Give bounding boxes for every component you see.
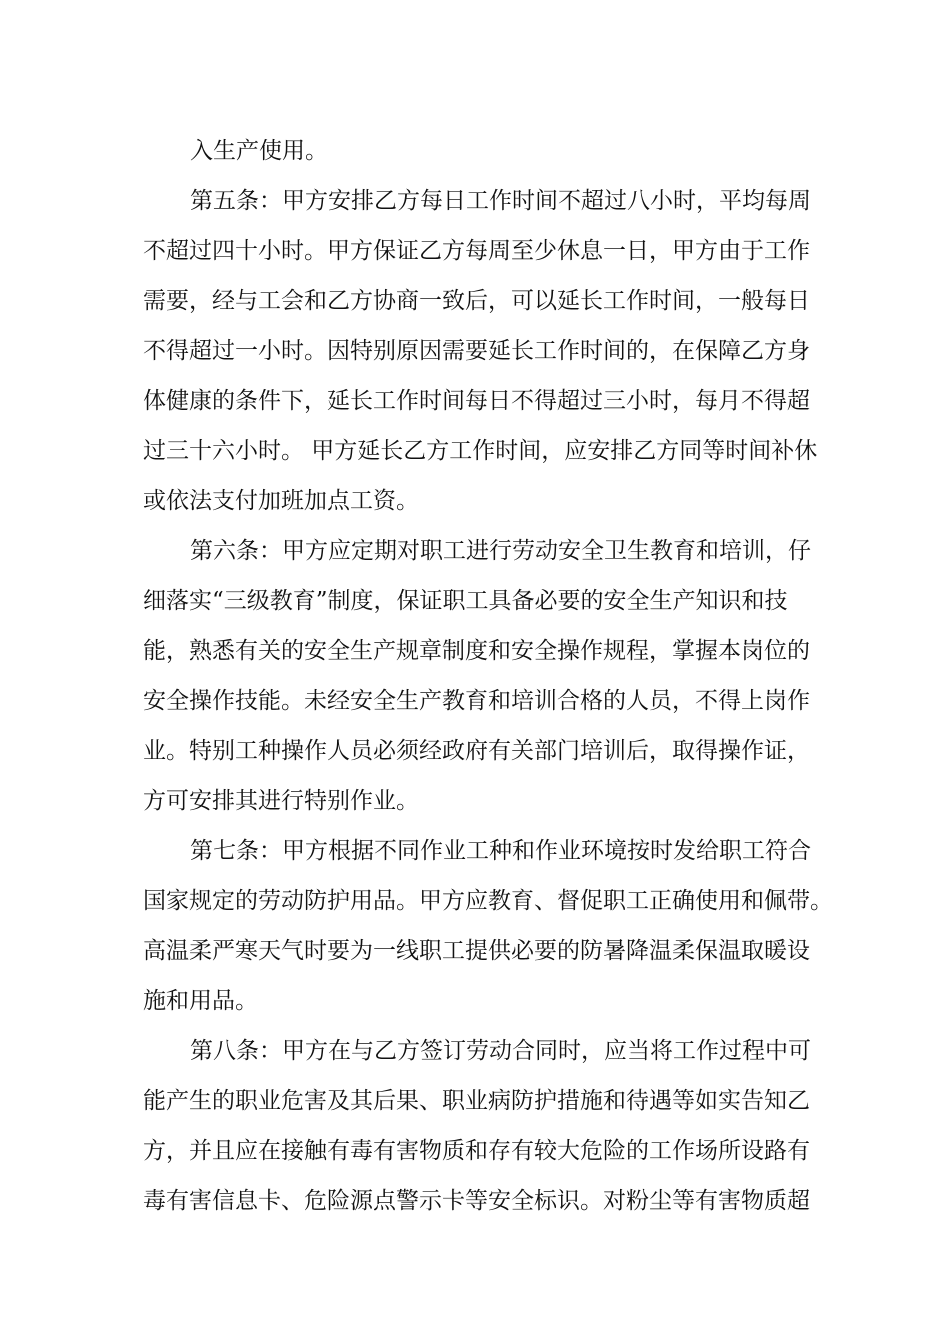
text-line: 不得超过一小时。因特别原因需要延长工作时间的，在保障乙方身	[143, 338, 810, 364]
text-line: 细落实“三级教育”制度，保证职工具备必要的安全生产知识和技	[143, 588, 788, 614]
text-line: 不超过四十小时。甲方保证乙方每周至少休息一日，甲方由于工作	[143, 238, 810, 264]
text-line: 国家规定的劳动防护用品。甲方应教育、督促职工正确使用和佩带。	[143, 888, 833, 914]
text-line: 需要，经与工会和乙方协商一致后，可以延长工作时间，一般每日	[143, 288, 810, 314]
text-line: 施和用品。	[143, 988, 258, 1014]
text-line: 体健康的条件下，延长工作时间每日不得超过三小时，每月不得超	[143, 388, 810, 414]
text-line: 方，并且应在接触有毒有害物质和存有较大危险的工作场所设路有	[143, 1138, 810, 1164]
article-heading-line: 第七条：甲方根据不同作业工种和作业环境按时发给职工符合	[190, 838, 811, 864]
text-line: 入生产使用。	[190, 138, 328, 164]
text-line: 过三十六小时。 甲方延长乙方工作时间，应安排乙方同等时间补休	[143, 438, 818, 464]
text-line: 高温柔严寒天气时要为一线职工提供必要的防暑降温柔保温取暖设	[143, 938, 810, 964]
text-line: 能产生的职业危害及其后果、职业病防护措施和待遇等如实告知乙	[143, 1088, 810, 1114]
article-heading-line: 第五条：甲方安排乙方每日工作时间不超过八小时，平均每周	[190, 188, 811, 214]
text-line: 能，熟悉有关的安全生产规章制度和安全操作规程，掌握本岗位的	[143, 638, 810, 664]
article-heading-line: 第六条：甲方应定期对职工进行劳动安全卫生教育和培训，仔	[190, 538, 811, 564]
text-line: 安全操作技能。未经安全生产教育和培训合格的人员，不得上岗作	[143, 688, 810, 714]
text-line: 业。特别工种操作人员必须经政府有关部门培训后，取得操作证，	[143, 738, 810, 764]
text-line: 毒有害信息卡、危险源点警示卡等安全标识。对粉尘等有害物质超	[143, 1188, 810, 1214]
text-line: 或依法支付加班加点工资。	[143, 488, 419, 514]
text-line: 方可安排其进行特别作业。	[143, 788, 419, 814]
article-heading-line: 第八条：甲方在与乙方签订劳动合同时，应当将工作过程中可	[190, 1038, 811, 1064]
